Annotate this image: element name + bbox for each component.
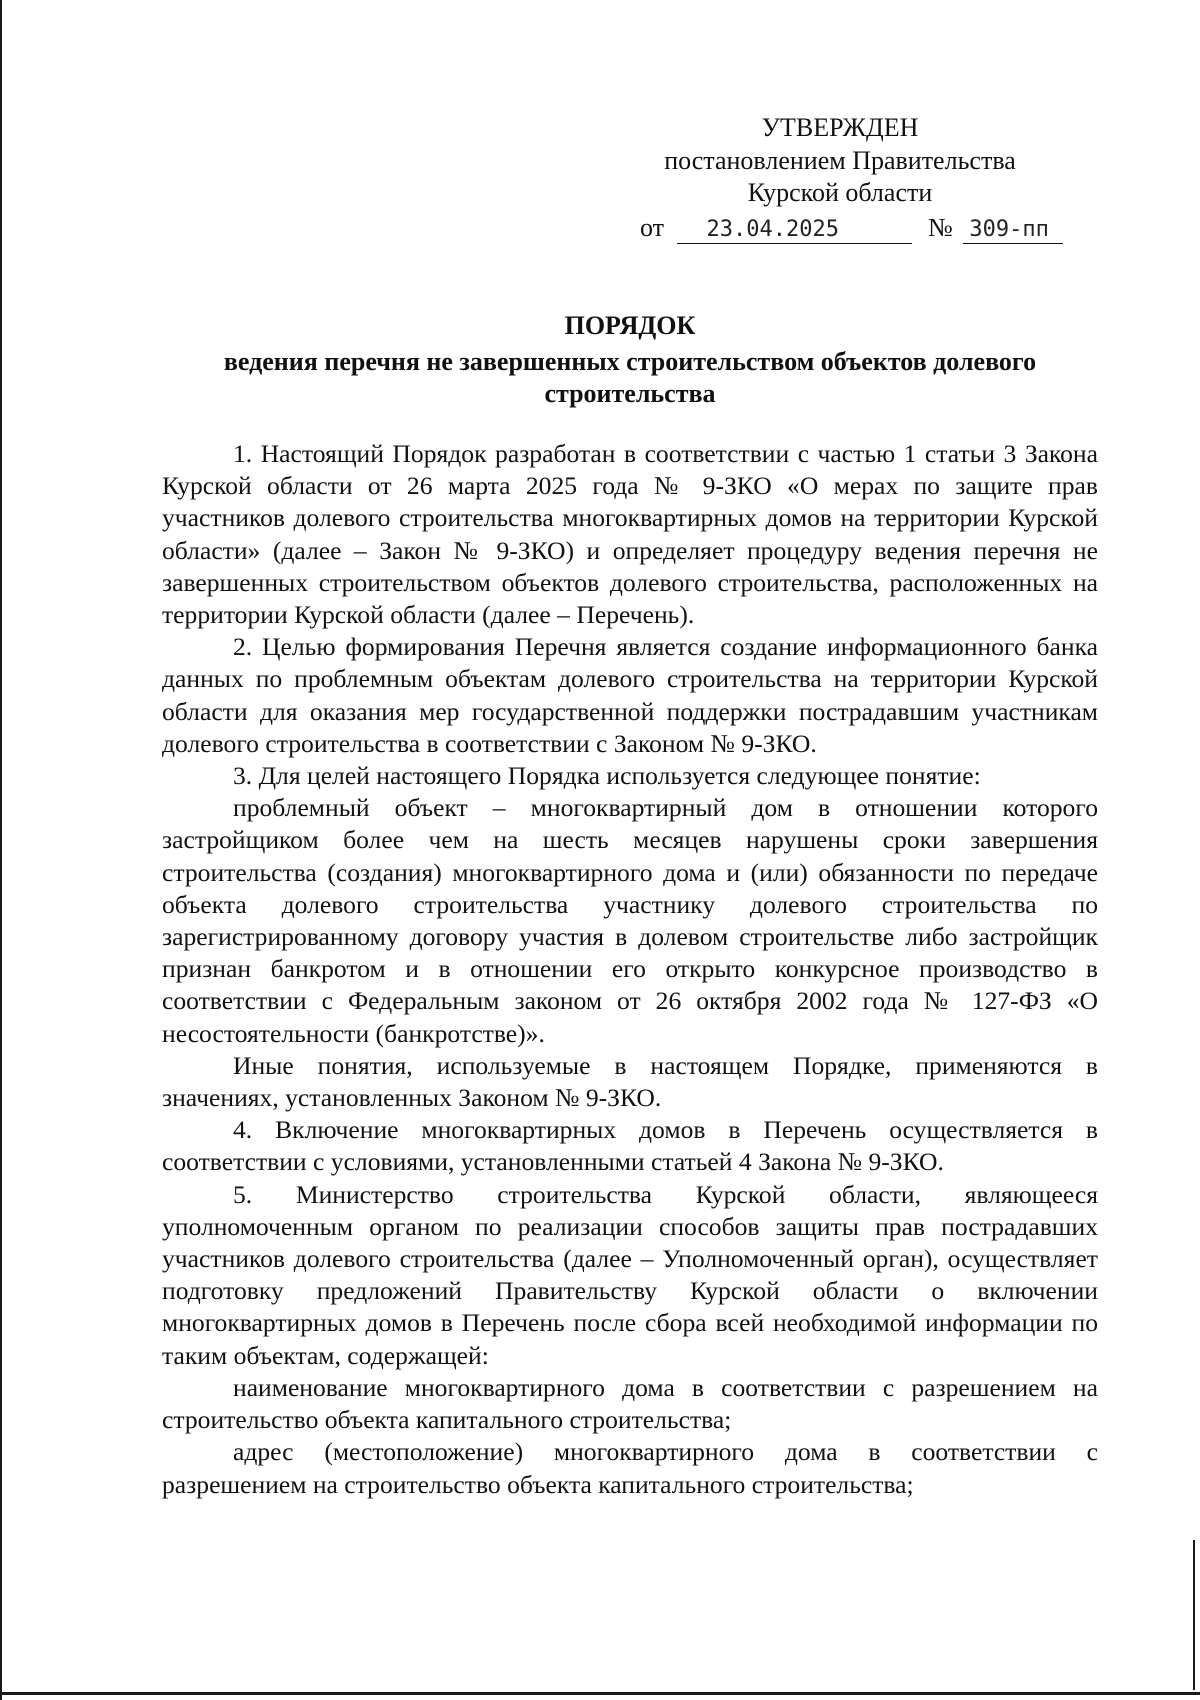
scan-edge-right <box>1193 1540 1195 1690</box>
document-title <box>160 310 1100 410</box>
approval-region: Курской области <box>747 178 933 207</box>
paragraph-item-name: наименование многоквартирного дома в соответствии с разрешением на строительство объекта капитального строительства; <box>162 1372 1098 1435</box>
paragraph-5: 5. Министерство строительства Курской области, являющееся уполномоченным органом по реализации способов защиты прав пострадавших участников долевого строительства (далее – Уполномоченный орган), осуществляет подготовку предложений Правительству Курской области о включении многоквартирных домов в Перечень после сбора всей необходимой информации по таким объектам, содержащей: <box>162 1179 1098 1370</box>
paragraph-2: 2. Целью формирования Перечня является создание информационного банка данных по проблемным объектам долевого строительства на территории Курской области для оказания мер государственной поддержки пострадавшим участникам долевого строительства в соответствии с Законом № 9-ЗКО. <box>162 632 1098 758</box>
paragraph-3: 3. Для целей настоящего Порядка используется следующее понятие: <box>233 761 981 791</box>
title-subtitle: ведения перечня не завершенных строительством объектов долевого строительства <box>223 347 1037 408</box>
paragraph-4: 4. Включение многоквартирных домов в Перечень осуществляется в соответствии с условиями, установленными статьей 4 Закона № 9-ЗКО. <box>162 1115 1098 1177</box>
date-prefix: от <box>640 213 665 242</box>
approval-date: 23.04.2025 <box>677 217 912 244</box>
document-body <box>162 438 1098 1501</box>
paragraph-other-terms: Иные понятия, используемые в настоящем Порядке, применяются в значениях, установленных Законом № 9-ЗКО. <box>162 1050 1098 1113</box>
paragraph-definition: проблемный объект – многоквартирный дом в отношении которого застройщиком более чем на шесть месяцев нарушены сроки завершения строительства (создания) многоквартирного дома и (или) обязанности по передаче объекта долевого строительства участнику долевого строительства по зарегистрированному договору участия в долевом строительстве либо застройщик признан банкротом и в отношении его открыто конкурсное производство в соответствии с Федеральным законом от 26 октября 2002 года № 127-ФЗ «О несостоятельности (банкротстве)». <box>162 793 1098 1048</box>
approval-number: 309-пп <box>963 217 1063 244</box>
paragraph-1: 1. Настоящий Порядок разработан в соответствии с частью 1 статьи 3 Закона Курской области от 26 марта 2025 года № 9-ЗКО «О мерах по защите прав участников долевого строительства многоквартирных домов на территории Курской области» (далее – Закон № 9-ЗКО) и определяет процедуру ведения перечня не завершенных строительством объектов долевого строительства, расположенных на территории Курской области (далее – Перечень). <box>162 439 1098 630</box>
approval-date-number-row <box>640 212 1063 244</box>
approval-stamp-block <box>620 112 1060 209</box>
scan-edge-bottom <box>0 1692 1200 1695</box>
number-prefix: № <box>928 213 953 242</box>
approval-issuer: постановлением Правительства <box>664 146 1016 175</box>
approval-heading: УТВЕРЖДЕН <box>761 113 919 142</box>
scan-edge-left <box>0 0 2 1700</box>
title-main: ПОРЯДОК <box>564 311 696 340</box>
paragraph-item-address: адрес (местоположение) многоквартирного дома в соответствии с разрешением на строительство объекта капитального строительства; <box>162 1437 1098 1499</box>
